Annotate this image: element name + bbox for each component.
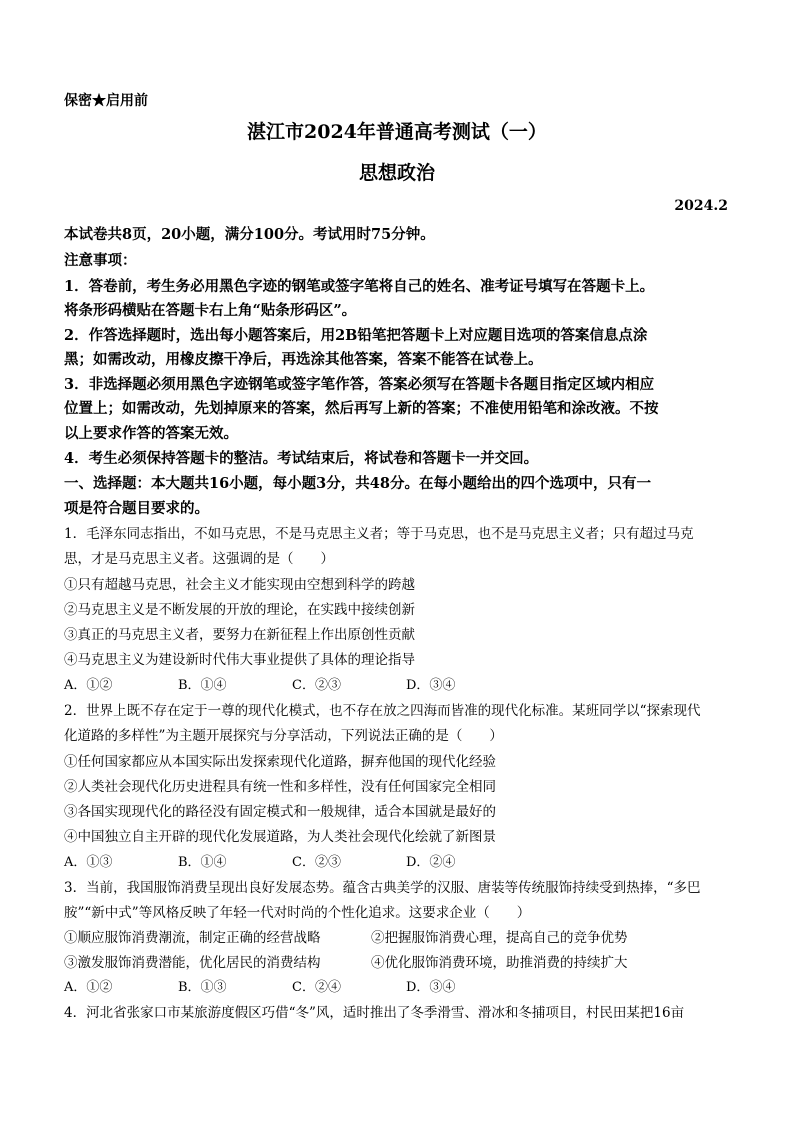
notice-line: 将条形码横贴在答题卡右上角“贴条形码区”。	[64, 302, 357, 319]
notice-line: 位置上；如需改动，先划掉原来的答案，然后再写上新的答案；不准使用铅笔和涂改液。不按	[64, 400, 659, 417]
notice-line: 3．非选择题必须用黑色字迹钢笔或签字笔作答，答案必须写在答题卡各题目指定区域内相应	[64, 376, 655, 393]
notice-line: 4．考生必须保持答题卡的整洁。考试结束后，将试卷和答题卡一并交回。	[64, 450, 539, 467]
notice-line: 黑；如需改动，用橡皮擦干净后，再选涂其他答案，答案不能答在试卷上。	[64, 351, 543, 368]
statement: ①只有超越马克思，社会主义才能实现由空想到科学的跨越	[64, 577, 415, 593]
statement: ③真正的马克思主义者，要努力在新征程上作出原创性贡献	[64, 627, 415, 643]
question-stem: 2．世界上既不存在定于一尊的现代化模式，也不存在放之四海而皆准的现代化标准。某班同学以“探索现代	[64, 703, 701, 719]
option-c: C．②④	[292, 980, 341, 995]
question-stem: 胺”“新中式”等风格反映了年轻一代对时尚的个性化追求。这要求企业（ ）	[64, 905, 531, 921]
exam-date: 2024.2	[674, 198, 728, 214]
question-stem: 4．河北省张家口市某旅游度假区巧借“冬”风，适时推出了冬季滑雪、滑冰和冬捕项目，村民田某把16亩	[64, 1005, 685, 1021]
statement: ②人类社会现代化历史进程具有统一性和多样性，没有任何国家完全相同	[64, 779, 496, 795]
statement: ①顺应服饰消费潮流，制定正确的经营战略	[64, 930, 321, 946]
statement: ②马克思主义是不断发展的开放的理论，在实践中接续创新	[64, 602, 415, 618]
notice-line: 以上要求作答的答案无效。	[64, 425, 238, 442]
section-heading: 项是符合题目要求的。	[64, 500, 209, 517]
option-a: A．①②	[64, 980, 113, 995]
option-c: C．②③	[292, 855, 341, 870]
notice-line: 1．答卷前，考生务必用黑色字迹的钢笔或签字笔将自己的姓名、准考证号填写在答题卡上。	[64, 278, 655, 295]
notice-line: 2．作答选择题时，选出每小题答案后，用2B铅笔把答题卡上对应题目选项的答案信息点涂	[64, 327, 648, 344]
subject-title: 思想政治	[358, 162, 435, 184]
question-stem: 思，才是马克思主义者。这强调的是（ ）	[64, 551, 334, 567]
option-a: A．①②	[64, 678, 113, 693]
question-stem: 化道路的多样性”为主题开展探究与分享活动，下列说法正确的是（ ）	[64, 728, 503, 744]
statement: ①任何国家都应从本国实际出发探索现代化道路，摒弃他国的现代化经验	[64, 754, 496, 770]
confidential-label: 保密★启用前	[64, 93, 148, 109]
statement: ③激发服饰消费潜能，优化居民的消费结构	[64, 955, 321, 971]
option-b: B．①④	[178, 855, 227, 870]
section-heading: 一、选择题：本大题共16小题，每小题3分，共48分。在每小题给出的四个选项中，只有一	[64, 475, 651, 492]
option-a: A．①③	[64, 855, 113, 870]
option-d: D．②④	[406, 855, 456, 870]
option-b: B．①④	[178, 678, 227, 693]
statement: ④中国独立自主开辟的现代化发展道路，为人类社会现代化绘就了新图景	[64, 829, 496, 845]
question-stem: 3．当前，我国服饰消费呈现出良好发展态势。蕴含古典美学的汉服、唐装等传统服饰持续受到热捧，“多巴	[64, 880, 701, 896]
exam-title: 湛江市2024年普通高考测试（一）	[247, 121, 547, 143]
option-d: D．③④	[406, 678, 456, 693]
statement: ②把握服饰消费心理，提高自己的竞争优势	[371, 930, 628, 946]
question-stem: 1．毛泽东同志指出，不如马克思，不是马克思主义者；等于马克思，也不是马克思主义者；只有超过马克	[64, 526, 694, 542]
option-d: D．③④	[406, 980, 456, 995]
exam-summary: 本试卷共8页，20小题，满分100分。考试用时75分钟。	[64, 226, 435, 243]
notice-title: 注意事项：	[64, 252, 137, 269]
option-b: B．①③	[178, 980, 227, 995]
option-c: C．②③	[292, 678, 341, 693]
statement: ③各国实现现代化的路径没有固定模式和一般规律，适合本国就是最好的	[64, 804, 496, 820]
statement: ④马克思主义为建设新时代伟大事业提供了具体的理论指导	[64, 652, 415, 668]
statement: ④优化服饰消费环境，助推消费的持续扩大	[371, 955, 628, 971]
